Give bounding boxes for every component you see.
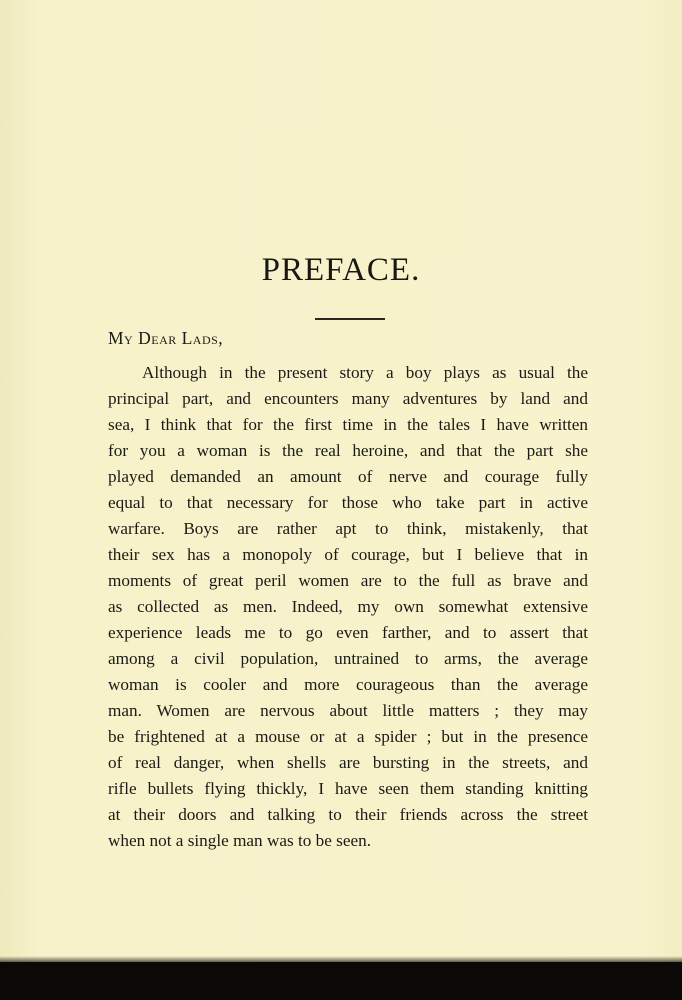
text-line: as collected as men. Indeed, my own somewhat extensive — [108, 597, 588, 616]
text-line: be frightened at a mouse or at a spider ; but in the presence — [108, 727, 588, 746]
text-line: of real danger, when shells are bursting in the streets, and — [108, 753, 588, 772]
text-line: woman is cooler and more courageous than the average — [108, 675, 588, 694]
text-line: among a civil population, untrained to arms, the average — [108, 649, 588, 668]
text-line: played demanded an amount of nerve and courage fully — [108, 467, 588, 486]
text-line: moments of great peril women are to the full as brave and — [108, 571, 588, 590]
text-line: experience leads me to go even farther, and to assert that — [108, 623, 588, 642]
preface-paragraph — [108, 360, 588, 854]
title-divider — [315, 318, 385, 320]
text-line: when not a single man was to be seen. — [108, 831, 371, 850]
text-line: man. Women are nervous about little matters ; they may — [108, 701, 588, 720]
salutation: My Dear Lads, — [108, 328, 224, 348]
text-line: their sex has a monopoly of courage, but I believe that in — [108, 545, 588, 564]
text-line: rifle bullets flying thickly, I have seen them standing knitting — [108, 779, 588, 798]
text-line: at their doors and talking to their friends across the street — [108, 805, 588, 824]
text-line: warfare. Boys are rather apt to think, mistakenly, that — [108, 519, 588, 538]
page-title: PREFACE. — [261, 252, 421, 288]
text-line: sea, I think that for the first time in the tales I have written — [108, 415, 588, 434]
text-line: principal part, and encounters many adventures by land and — [108, 389, 588, 408]
text-line: for you a woman is the real heroine, and that the part she — [108, 441, 588, 460]
text-line: equal to that necessary for those who take part in active — [108, 493, 588, 512]
text-line: Although in the present story a boy plays as usual the — [142, 363, 588, 382]
page-bottom-edge — [0, 962, 682, 1000]
